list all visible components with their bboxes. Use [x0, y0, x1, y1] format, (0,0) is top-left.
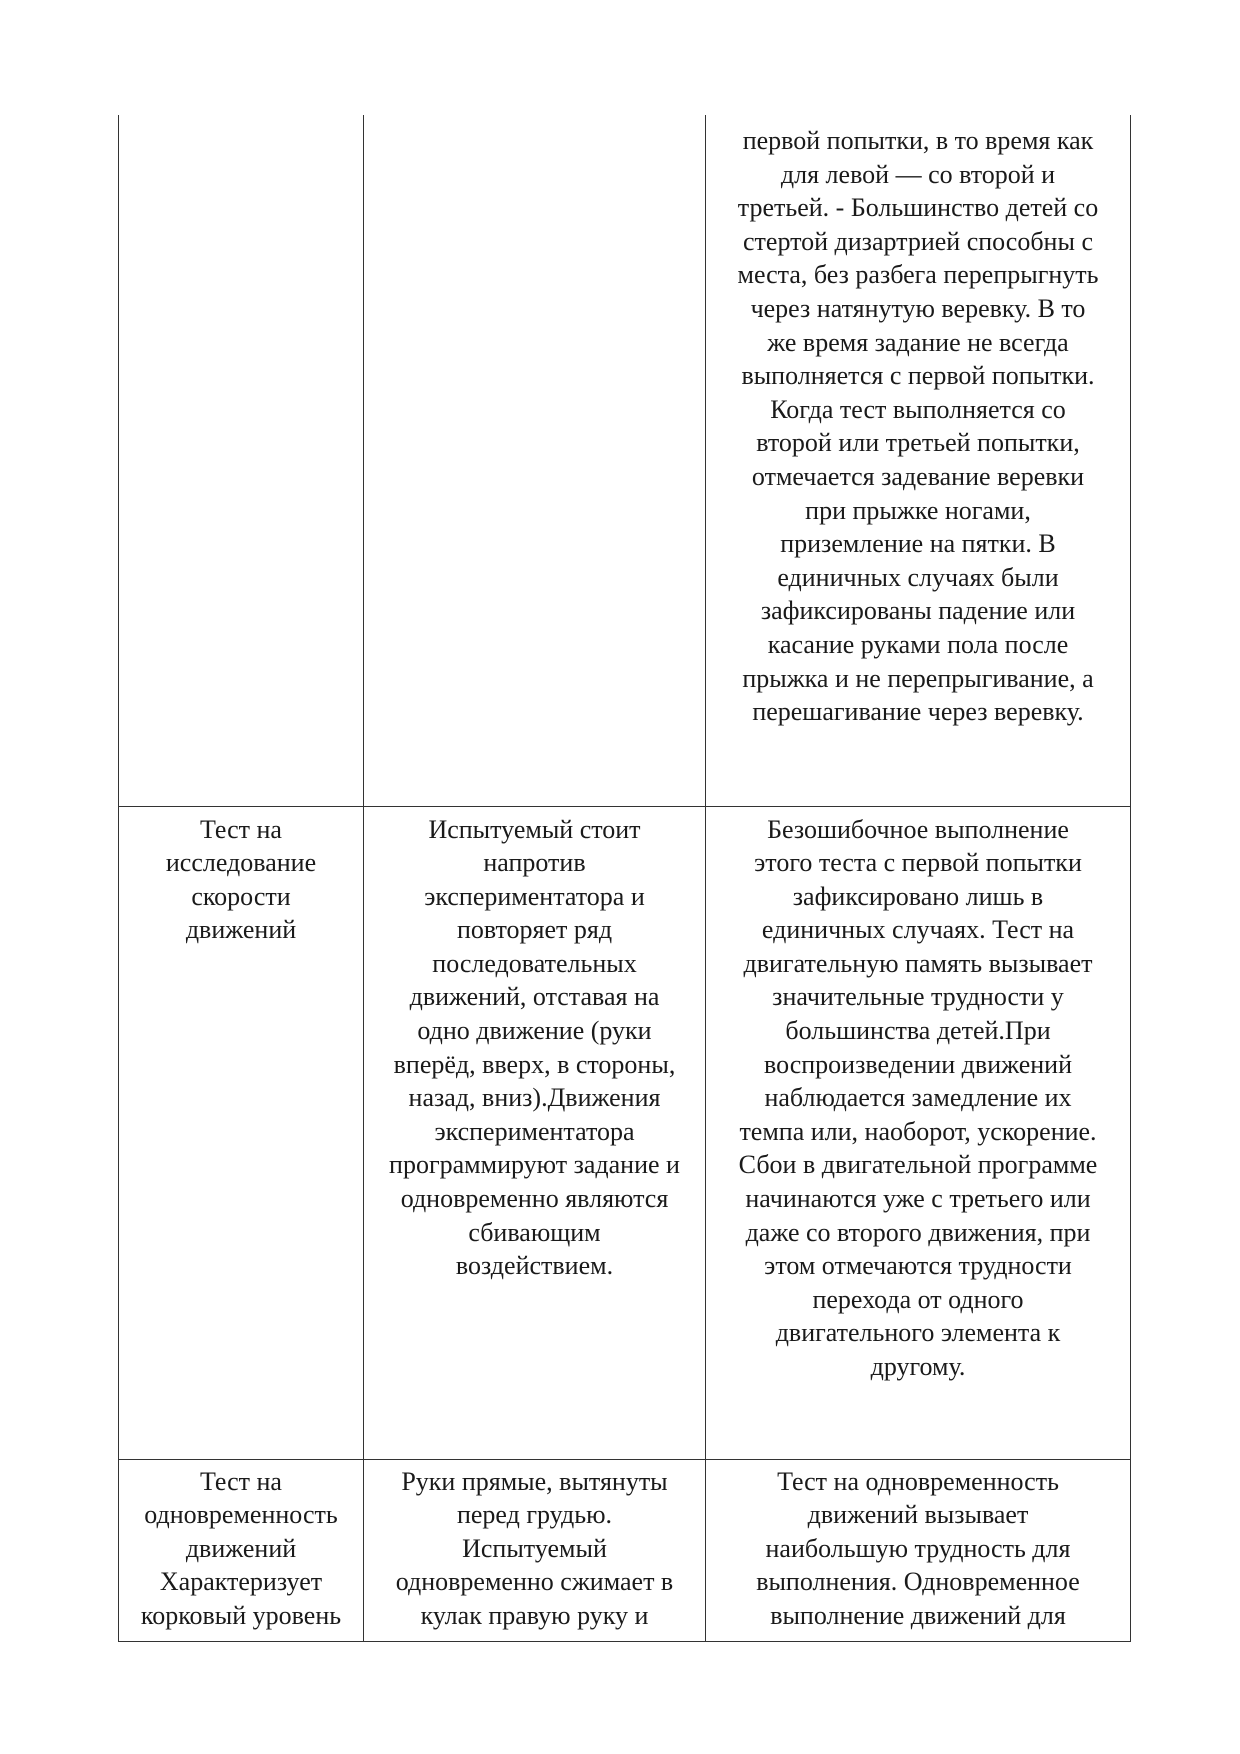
text-line: темпа или, наоборот, ускорение.	[739, 1116, 1097, 1146]
text-line: другому.	[870, 1352, 966, 1381]
table-row	[119, 806, 1131, 1459]
text-line: Испытуемый	[462, 1533, 607, 1563]
text-line: перехода от одного	[812, 1284, 1024, 1314]
text-line: двигательного элемента к	[775, 1318, 1061, 1348]
text-line: Сбои в двигательной программе	[738, 1150, 1098, 1180]
text-line: корковый уровень	[140, 1600, 342, 1630]
text-line: второй или третьей попытки,	[756, 428, 1080, 458]
text-line: исследование	[165, 848, 317, 878]
text-line: двигательную память вызывает	[743, 948, 1093, 978]
text-line: движений вызывает	[807, 1500, 1029, 1530]
text-line: Тест на	[200, 814, 282, 844]
text-line: значительные трудности у	[772, 982, 1064, 1012]
text-line: даже со второго движения, при	[745, 1217, 1091, 1247]
text-line: перед грудью.	[456, 1500, 613, 1530]
text-line: единичных случаях. Тест на	[761, 915, 1075, 945]
text-line: единичных случаях были	[777, 562, 1059, 592]
text-line: Безошибочное выполнение	[767, 814, 1069, 844]
results-cell	[706, 806, 1131, 1459]
text-line: первой попытки, в то время как	[742, 126, 1094, 155]
procedure-cell	[364, 1459, 706, 1641]
text-line: одновременно сжимает в	[395, 1567, 674, 1597]
text-line: Испытуемый стоит	[428, 814, 641, 844]
text-line: при прыжке ногами,	[805, 495, 1031, 525]
text-line: через натянутую веревку. В то	[750, 293, 1086, 323]
text-line: стертой дизартрией способны с	[743, 226, 1093, 256]
text-line: выполнения. Одновременное	[756, 1567, 1080, 1597]
results-cell	[706, 115, 1131, 806]
text-line: выполняется с первой попытки.	[741, 361, 1095, 391]
text-line: движений	[185, 915, 297, 945]
text-line: экспериментатора и	[424, 881, 645, 911]
text-line: этого теста с первой попытки	[754, 848, 1082, 878]
text-line: последовательных	[432, 948, 637, 978]
text-line: отмечается задевание веревки	[751, 461, 1085, 491]
text-line: движений	[185, 1533, 297, 1563]
text-line: третьей. - Большинство детей со	[737, 193, 1099, 223]
text-line: вперёд, вверх, в стороны,	[393, 1049, 676, 1079]
text-line: касание руками пола после	[767, 629, 1069, 659]
text-line: скорости	[191, 881, 291, 911]
text-line: воспроизведении движений	[763, 1049, 1073, 1079]
text-line: Тест на	[200, 1466, 282, 1496]
text-line: программируют задание и	[389, 1150, 680, 1180]
text-line: начинаются уже с третьего или	[745, 1184, 1091, 1214]
text-line: наибольшую трудность для	[765, 1533, 1071, 1563]
text-line: зафиксированы падение или	[760, 596, 1076, 626]
text-line: Тест на одновременность	[777, 1466, 1059, 1496]
text-line: перешагивание через веревку.	[752, 697, 1084, 727]
text-line: одно движение (руки	[417, 1016, 652, 1046]
text-line: движений, отставая на	[409, 982, 660, 1012]
text-line: зафиксировано лишь в	[792, 881, 1044, 911]
test-name-cell	[119, 115, 364, 806]
motor-tests-table	[118, 115, 1131, 1642]
text-line: экспериментатора	[434, 1116, 635, 1146]
text-line: большинства детей.При	[785, 1016, 1051, 1046]
text-line: приземление на пятки. В	[780, 529, 1056, 559]
text-line: места, без разбега перепрыгнуть	[737, 260, 1099, 290]
text-line: наблюдается замедление их	[764, 1083, 1072, 1113]
results-cell	[706, 1459, 1131, 1641]
text-line: кулак правую руку и	[420, 1600, 649, 1630]
test-name-cell	[119, 806, 364, 1459]
text-line: выполнение движений для	[770, 1600, 1066, 1630]
text-line: же время задание не всегда	[767, 327, 1069, 357]
text-line: одновременно являются	[400, 1184, 669, 1214]
procedure-cell	[364, 806, 706, 1459]
text-line: для левой — со второй и	[780, 159, 1056, 189]
text-line: напротив	[483, 848, 586, 878]
text-line: сбивающим	[468, 1217, 601, 1247]
text-line: одновременность	[144, 1500, 338, 1530]
test-name-cell	[119, 1459, 364, 1641]
text-line: назад, вниз).Движения	[408, 1083, 661, 1113]
text-line: Характеризует	[159, 1567, 323, 1597]
text-line: Когда тест выполняется со	[770, 394, 1066, 424]
table-row	[119, 115, 1131, 806]
text-line: повторяет ряд	[456, 915, 613, 945]
text-line: воздействием.	[455, 1251, 614, 1281]
text-line: Руки прямые, вытянуты	[401, 1466, 668, 1496]
text-line: этом отмечаются трудности	[764, 1251, 1072, 1281]
text-line: прыжка и не перепрыгивание, а	[742, 663, 1094, 693]
table-row	[119, 1459, 1131, 1641]
procedure-cell	[364, 115, 706, 806]
